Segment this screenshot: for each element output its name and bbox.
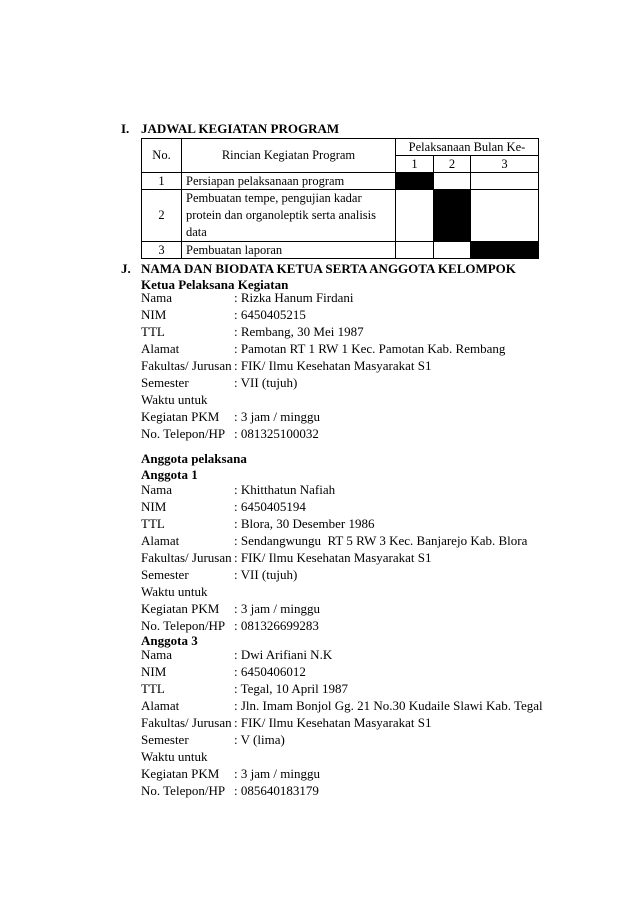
row-text-line: protein dan organoleptik serta analisis [186, 208, 376, 222]
label-waktu: Waktu untuk [141, 392, 208, 407]
value-semester: : VII (tujuh) [234, 375, 298, 390]
month-header-1: 1 [396, 156, 434, 173]
schedule-cell-filled [471, 242, 539, 259]
month-header-3: 3 [471, 156, 539, 173]
row-no: 2 [142, 190, 182, 242]
label-kegiatan: Kegiatan PKM [141, 766, 220, 781]
anggota-heading: Anggota pelaksana [141, 451, 247, 466]
value-telepon: : 081325100032 [234, 426, 319, 441]
value-nama: : Dwi Arifiani N.K [234, 647, 333, 662]
label-semester: Semester [141, 732, 189, 747]
label-semester: Semester [141, 375, 189, 390]
ketua-heading: Ketua Pelaksana Kegiatan [141, 277, 289, 292]
label-telepon: No. Telepon/HP [141, 783, 226, 798]
schedule-cell [434, 242, 471, 259]
month-header-2: 2 [434, 156, 471, 173]
label-nama: Nama [141, 647, 173, 662]
label-nama: Nama [141, 482, 173, 497]
label-ttl: TTL [141, 324, 165, 339]
schedule-cell [471, 173, 539, 190]
value-alamat: : Pamotan RT 1 RW 1 Kec. Pamotan Kab. Rembang [234, 341, 506, 356]
row-text-line: Pembuatan tempe, pengujian kadar [186, 191, 362, 205]
label-kegiatan: Kegiatan PKM [141, 601, 220, 616]
value-telepon: : 085640183179 [234, 783, 319, 798]
value-waktu: : 3 jam / minggu [234, 766, 320, 781]
row-text [182, 190, 396, 242]
row-no: 3 [142, 242, 182, 259]
value-fakultas: : FIK/ Ilmu Kesehatan Masyarakat S1 [234, 715, 432, 730]
label-nama: Nama [141, 290, 173, 305]
section-j-title: NAMA DAN BIODATA KETUA SERTA ANGGOTA KELOMPOK [141, 261, 516, 276]
table-row [142, 173, 539, 190]
value-fakultas: : FIK/ Ilmu Kesehatan Masyarakat S1 [234, 358, 432, 373]
schedule-cell-filled [396, 173, 434, 190]
table-header-no: No. [142, 139, 182, 173]
value-nama: : Rizka Hanum Firdani [234, 290, 354, 305]
row-no: 1 [142, 173, 182, 190]
value-semester: : VII (tujuh) [234, 567, 298, 582]
value-telepon: : 081326699283 [234, 618, 319, 633]
table-row [142, 190, 539, 242]
label-fakultas: Fakultas/ Jurusan [141, 550, 232, 565]
label-nim: NIM [141, 664, 167, 679]
schedule-cell [434, 173, 471, 190]
table-row [142, 242, 539, 259]
section-j-number: J. [121, 261, 131, 276]
label-semester: Semester [141, 567, 189, 582]
value-nama: : Khitthatun Nafiah [234, 482, 336, 497]
anggota3-heading: Anggota 3 [141, 633, 198, 648]
value-ttl: : Tegal, 10 April 1987 [234, 681, 349, 696]
value-alamat: : Sendangwungu RT 5 RW 3 Kec. Banjarejo Kab. Blora [234, 533, 528, 548]
label-fakultas: Fakultas/ Jurusan [141, 358, 232, 373]
table-header-pelaksanaan: Pelaksanaan Bulan Ke- [396, 139, 539, 156]
schedule-cell [471, 190, 539, 242]
label-waktu: Waktu untuk [141, 584, 208, 599]
value-nim: : 6450406012 [234, 664, 306, 679]
label-alamat: Alamat [141, 698, 180, 713]
row-text-line: data [186, 225, 207, 239]
row-text: Pembuatan laporan [182, 242, 396, 259]
label-telepon: No. Telepon/HP [141, 618, 226, 633]
label-nim: NIM [141, 499, 167, 514]
value-semester: : V (lima) [234, 732, 285, 747]
label-alamat: Alamat [141, 533, 180, 548]
row-text: Persiapan pelaksanaan program [182, 173, 396, 190]
schedule-cell-filled [434, 190, 471, 242]
value-waktu: : 3 jam / minggu [234, 601, 320, 616]
value-ttl: : Rembang, 30 Mei 1987 [234, 324, 364, 339]
schedule-table [141, 138, 539, 259]
value-waktu: : 3 jam / minggu [234, 409, 320, 424]
value-ttl: : Blora, 30 Desember 1986 [234, 516, 375, 531]
label-nim: NIM [141, 307, 167, 322]
label-kegiatan: Kegiatan PKM [141, 409, 220, 424]
schedule-cell [396, 242, 434, 259]
label-alamat: Alamat [141, 341, 180, 356]
section-i-title: JADWAL KEGIATAN PROGRAM [141, 121, 340, 136]
anggota1-heading: Anggota 1 [141, 467, 198, 482]
value-alamat: : Jln. Imam Bonjol Gg. 21 No.30 Kudaile Slawi Kab. Tegal [234, 698, 543, 713]
label-ttl: TTL [141, 516, 165, 531]
value-nim: : 6450405215 [234, 307, 306, 322]
label-fakultas: Fakultas/ Jurusan [141, 715, 232, 730]
table-header-rincian: Rincian Kegiatan Program [182, 139, 396, 173]
value-fakultas: : FIK/ Ilmu Kesehatan Masyarakat S1 [234, 550, 432, 565]
label-waktu: Waktu untuk [141, 749, 208, 764]
label-ttl: TTL [141, 681, 165, 696]
schedule-cell [396, 190, 434, 242]
section-i-number: I. [121, 121, 130, 136]
value-nim: : 6450405194 [234, 499, 306, 514]
label-telepon: No. Telepon/HP [141, 426, 226, 441]
